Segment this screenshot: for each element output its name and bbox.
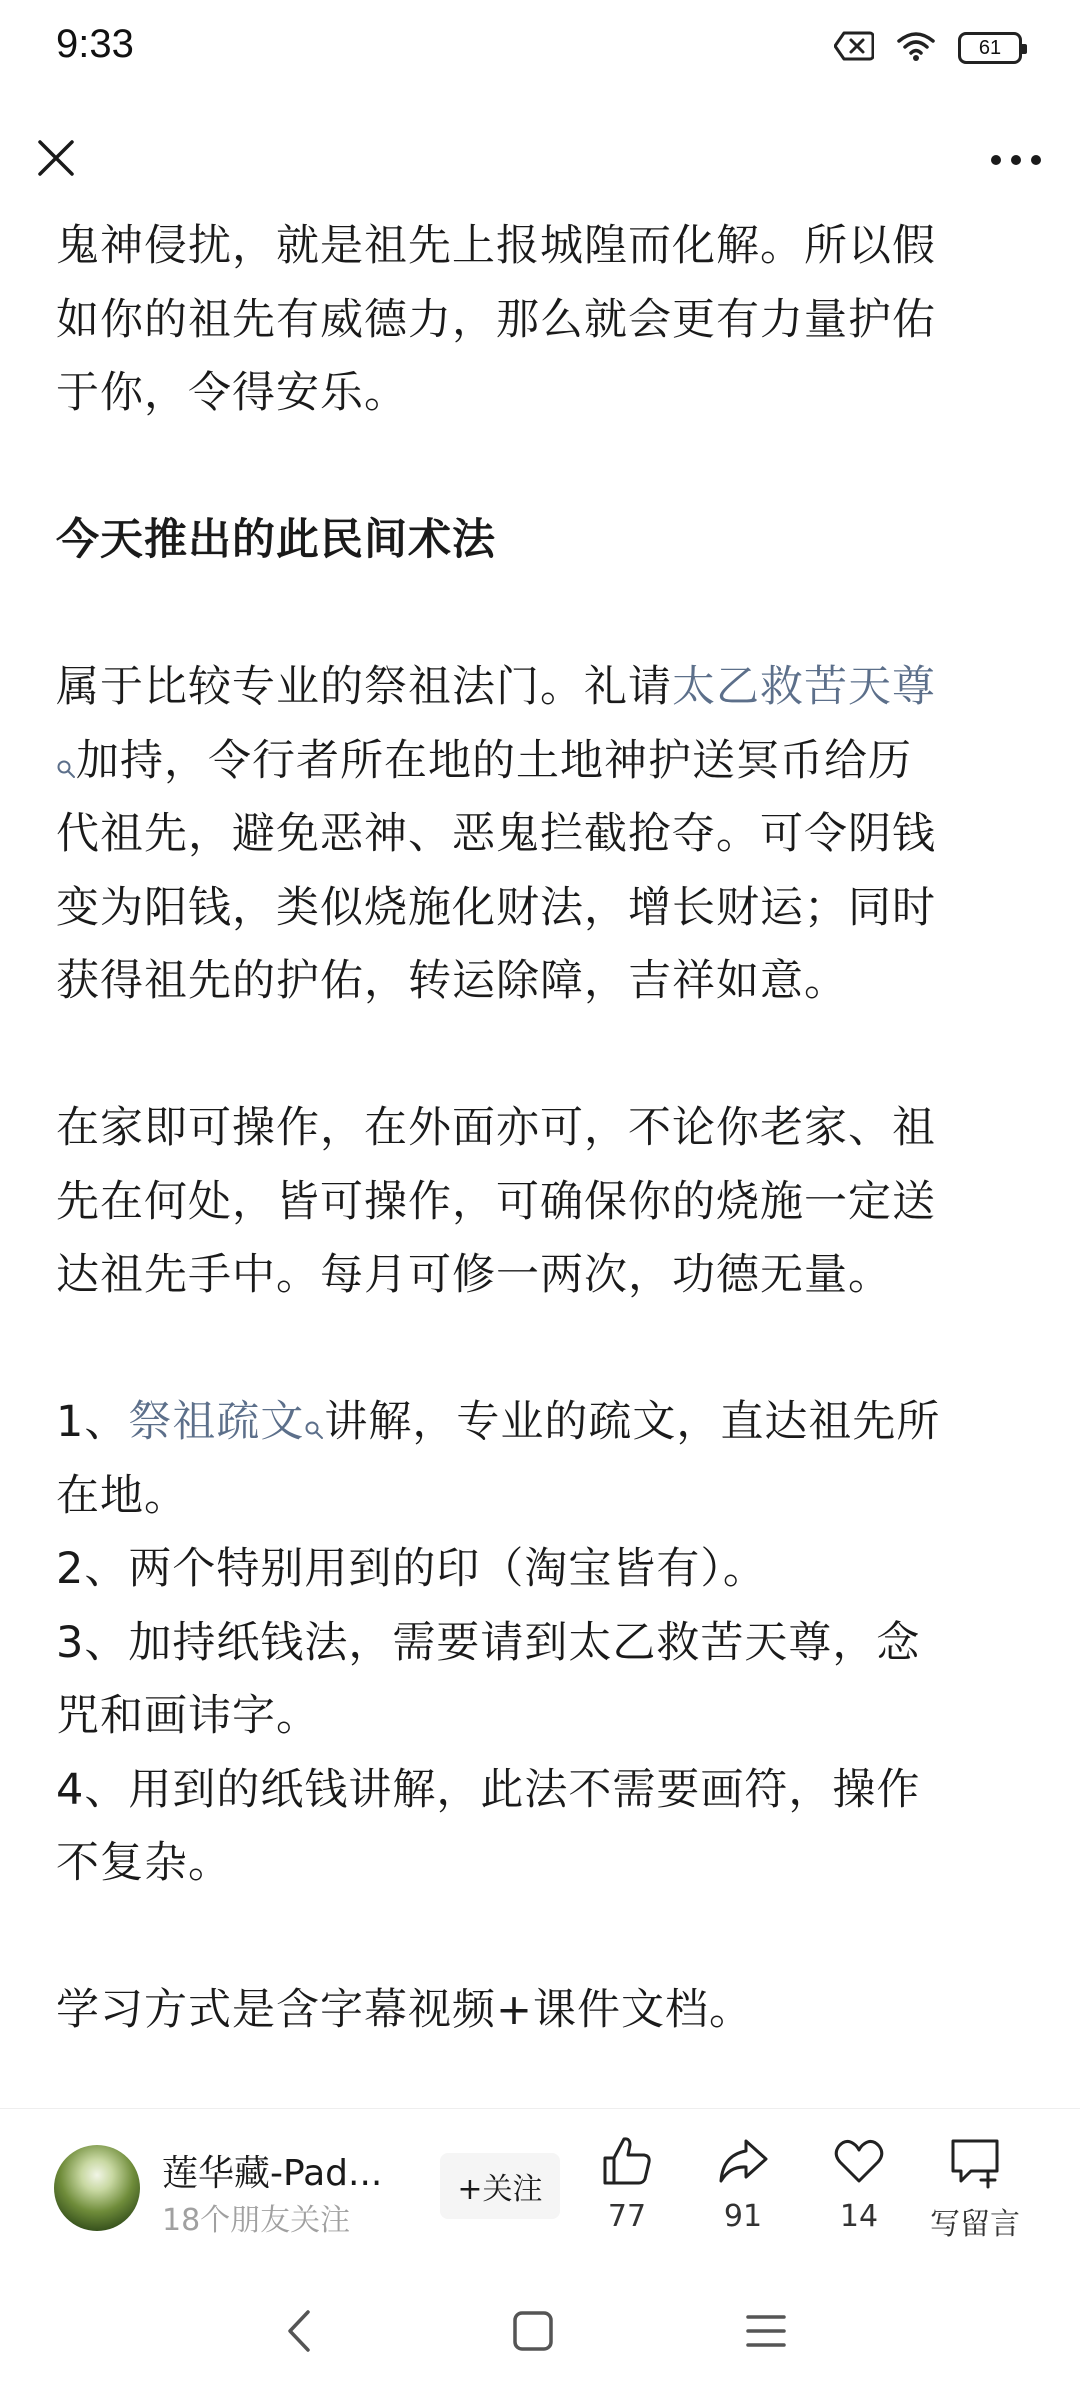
close-button[interactable] bbox=[26, 130, 86, 190]
author-followers: 18个朋友关注 bbox=[162, 2203, 351, 2238]
like-button[interactable] bbox=[572, 2133, 682, 2234]
memorial-text-link[interactable]: 祭祖疏文 bbox=[128, 1397, 305, 1447]
list-item: 4、用到的纸钱讲解，此法不需要画符，操作 bbox=[56, 1764, 921, 1815]
spacer bbox=[56, 1313, 1026, 1387]
article-body bbox=[56, 210, 1026, 2048]
menu-icon bbox=[741, 2306, 791, 2360]
follow-button[interactable]: +关注 bbox=[440, 2153, 560, 2219]
list-item bbox=[56, 1386, 1026, 1460]
paragraph-line: 先在何处，皆可操作，可确保你的烧施一定送 bbox=[56, 1176, 936, 1227]
author-name[interactable]: 莲华藏-Pad... bbox=[162, 2153, 383, 2194]
paragraph-line: 变为阳钱，类似烧施化财法，增长财运；同时 bbox=[56, 882, 936, 933]
battery-level: 61 bbox=[978, 36, 1002, 59]
more-button[interactable] bbox=[976, 130, 1056, 190]
system-menu-button[interactable] bbox=[726, 2298, 806, 2368]
status-bar bbox=[0, 0, 1080, 100]
system-home-button[interactable] bbox=[493, 2298, 573, 2368]
list-text: 讲解，专业的疏文，直达祖先所 bbox=[324, 1397, 941, 1447]
paragraph-line: 达祖先手中。每月可修一两次，功德无量。 bbox=[56, 1250, 892, 1300]
spacer bbox=[56, 431, 1026, 505]
wifi-icon bbox=[896, 30, 936, 66]
list-number: 1、 bbox=[56, 1397, 129, 1447]
search-icon[interactable] bbox=[304, 1390, 324, 1464]
paragraph-line: 如你的祖先有威德力，那么就会更有力量护佑 bbox=[56, 294, 936, 345]
paragraph-line: 获得祖先的护佑，转运除障，吉祥如意。 bbox=[56, 956, 848, 1006]
favorite-count: 14 bbox=[839, 2199, 879, 2234]
comment-label: 写留言 bbox=[930, 2207, 1020, 2242]
comment-button[interactable] bbox=[920, 2133, 1030, 2243]
spacer bbox=[56, 1901, 1026, 1975]
paragraph-line: 代祖先，避免恶神、恶鬼拦截抢夺。可令阴钱 bbox=[56, 809, 936, 859]
closing-line: 学习方式是含字幕视频+课件文档。 bbox=[56, 1985, 754, 2035]
paragraph-text: 属于比较专业的祭祖法门。礼请 bbox=[56, 662, 672, 712]
comment-plus-icon bbox=[947, 2133, 1003, 2193]
paragraph-line: 于你，令得安乐。 bbox=[56, 368, 408, 418]
sim-error-icon bbox=[834, 31, 874, 65]
avatar[interactable] bbox=[54, 2145, 140, 2231]
close-icon bbox=[36, 138, 76, 182]
list-item: 咒和画讳字。 bbox=[56, 1691, 320, 1741]
more-icon bbox=[990, 151, 1042, 170]
list-item: 在地。 bbox=[56, 1470, 188, 1521]
paragraph-line bbox=[56, 725, 1026, 799]
share-icon bbox=[715, 2133, 771, 2193]
action-bar bbox=[0, 2108, 1080, 2268]
list-item: 3、加持纸钱法，需要请到太乙救苦天尊，念 bbox=[56, 1617, 921, 1668]
section-heading: 今天推出的此民间术法 bbox=[56, 515, 496, 565]
paragraph-text: 加持，令行者所在地的土地神护送冥币给历 bbox=[76, 735, 912, 786]
favorite-button[interactable] bbox=[804, 2133, 914, 2234]
like-count: 77 bbox=[607, 2199, 647, 2234]
heart-icon bbox=[831, 2133, 887, 2193]
top-nav bbox=[0, 110, 1080, 210]
list-item: 2、两个特别用到的印（淘宝皆有）。 bbox=[56, 1544, 767, 1594]
list-item: 不复杂。 bbox=[56, 1838, 232, 1888]
search-icon[interactable] bbox=[56, 729, 76, 803]
system-back-button[interactable] bbox=[260, 2298, 340, 2368]
status-icons bbox=[834, 30, 1022, 66]
share-count: 91 bbox=[723, 2199, 763, 2234]
paragraph-line bbox=[56, 651, 1026, 725]
paragraph-line: 鬼神侵扰，就是祖先上报城隍而化解。所以假 bbox=[56, 221, 936, 271]
status-time: 9:33 bbox=[56, 22, 134, 66]
share-button[interactable] bbox=[688, 2133, 798, 2234]
battery-icon bbox=[958, 32, 1022, 64]
system-nav-bar bbox=[0, 2268, 1080, 2400]
spacer bbox=[56, 578, 1026, 652]
home-icon bbox=[508, 2306, 558, 2360]
thumbs-up-icon bbox=[599, 2133, 655, 2193]
back-icon bbox=[280, 2306, 320, 2360]
spacer bbox=[56, 1019, 1026, 1093]
deity-link[interactable]: 太乙救苦天尊 bbox=[672, 662, 936, 712]
paragraph-line: 在家即可操作，在外面亦可，不论你老家、祖 bbox=[56, 1103, 936, 1153]
